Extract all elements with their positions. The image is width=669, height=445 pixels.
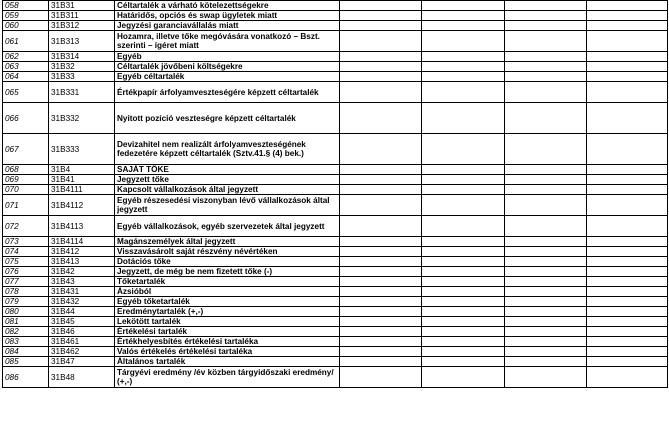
value-cell (587, 103, 668, 134)
row-description: Jegyzett tőke (115, 175, 340, 185)
value-cell (340, 103, 422, 134)
value-cell (340, 185, 422, 195)
row-description: Általános tartalék (115, 357, 340, 367)
value-cell (422, 72, 505, 82)
value-cell (587, 52, 668, 62)
row-description: Egyéb (115, 52, 340, 62)
table-row (3, 1, 668, 11)
row-description: Értékelési tartalék (115, 327, 340, 337)
value-cell (422, 267, 505, 277)
value-cell (422, 237, 505, 247)
table-row (3, 357, 668, 367)
row-number: 084 (3, 347, 49, 357)
value-cell (422, 134, 505, 165)
value-cell (505, 31, 587, 52)
row-description: Valós értékelés értékelési tartaléka (115, 347, 340, 357)
row-description: Céltartalék jövőbeni költségekre (115, 62, 340, 72)
table-row (3, 216, 668, 237)
row-number: 081 (3, 317, 49, 327)
row-number: 082 (3, 327, 49, 337)
row-number: 071 (3, 195, 49, 216)
row-description: Nyitott pozíció veszteségre képzett céltartalék (115, 103, 340, 134)
row-number: 070 (3, 185, 49, 195)
value-cell (505, 21, 587, 31)
row-code: 31B431 (49, 287, 115, 297)
value-cell (587, 247, 668, 257)
value-cell (505, 337, 587, 347)
row-code: 31B312 (49, 21, 115, 31)
value-cell (587, 317, 668, 327)
row-code: 31B4 (49, 165, 115, 175)
value-cell (340, 52, 422, 62)
value-cell (587, 257, 668, 267)
row-description: Dotációs tőke (115, 257, 340, 267)
table-row (3, 31, 668, 52)
row-number: 078 (3, 287, 49, 297)
value-cell (587, 237, 668, 247)
row-code: 31B31 (49, 1, 115, 11)
value-cell (587, 31, 668, 52)
row-number: 079 (3, 297, 49, 307)
row-code: 31B43 (49, 277, 115, 287)
value-cell (340, 175, 422, 185)
row-number: 074 (3, 247, 49, 257)
row-number: 068 (3, 165, 49, 175)
row-code: 31B413 (49, 257, 115, 267)
table-row (3, 247, 668, 257)
table-row (3, 307, 668, 317)
row-number: 062 (3, 52, 49, 62)
value-cell (587, 367, 668, 388)
value-cell (587, 185, 668, 195)
row-number: 086 (3, 367, 49, 388)
value-cell (340, 307, 422, 317)
row-code: 31B42 (49, 267, 115, 277)
value-cell (587, 165, 668, 175)
value-cell (587, 72, 668, 82)
row-number: 060 (3, 21, 49, 31)
value-cell (340, 277, 422, 287)
table-row (3, 21, 668, 31)
table-row (3, 257, 668, 267)
value-cell (587, 1, 668, 11)
value-cell (505, 247, 587, 257)
value-cell (505, 1, 587, 11)
value-cell (340, 82, 422, 103)
value-cell (505, 175, 587, 185)
value-cell (340, 317, 422, 327)
value-cell (587, 307, 668, 317)
row-code: 31B47 (49, 357, 115, 367)
value-cell (340, 21, 422, 31)
value-cell (505, 195, 587, 216)
value-cell (422, 62, 505, 72)
row-description: Jegyzési garanciavállalás miatt (115, 21, 340, 31)
value-cell (340, 216, 422, 237)
value-cell (505, 52, 587, 62)
value-cell (587, 357, 668, 367)
value-cell (505, 237, 587, 247)
table-row (3, 297, 668, 307)
table-row (3, 337, 668, 347)
row-number: 063 (3, 62, 49, 72)
value-cell (422, 1, 505, 11)
table-row (3, 237, 668, 247)
value-cell (587, 337, 668, 347)
value-cell (340, 237, 422, 247)
value-cell (587, 327, 668, 337)
table-row (3, 277, 668, 287)
row-code: 31B41 (49, 175, 115, 185)
value-cell (422, 195, 505, 216)
row-code: 31B332 (49, 103, 115, 134)
row-code: 31B48 (49, 367, 115, 388)
row-number: 072 (3, 216, 49, 237)
row-description: Egyéb tőketartalék (115, 297, 340, 307)
value-cell (505, 216, 587, 237)
value-cell (340, 11, 422, 21)
value-cell (505, 327, 587, 337)
table-row (3, 72, 668, 82)
value-cell (340, 134, 422, 165)
value-cell (340, 72, 422, 82)
value-cell (505, 357, 587, 367)
row-description: Értékpapír árfolyamveszteségére képzett céltartalék (115, 82, 340, 103)
value-cell (505, 185, 587, 195)
value-cell (422, 185, 505, 195)
value-cell (422, 327, 505, 337)
table-row (3, 267, 668, 277)
value-cell (422, 11, 505, 21)
table-row (3, 195, 668, 216)
row-code: 31B44 (49, 307, 115, 317)
row-code: 31B331 (49, 82, 115, 103)
value-cell (505, 257, 587, 267)
row-description: Egyéb részesedési viszonyban lévő vállalkozások által jegyzett (115, 195, 340, 216)
table-row (3, 52, 668, 62)
row-code: 31B311 (49, 11, 115, 21)
row-code: 31B45 (49, 317, 115, 327)
value-cell (422, 216, 505, 237)
value-cell (422, 52, 505, 62)
value-cell (422, 307, 505, 317)
row-number: 065 (3, 82, 49, 103)
value-cell (422, 175, 505, 185)
row-code: 31B462 (49, 347, 115, 357)
value-cell (587, 347, 668, 357)
value-cell (340, 62, 422, 72)
value-cell (422, 287, 505, 297)
value-cell (340, 337, 422, 347)
value-cell (422, 257, 505, 267)
table-row (3, 62, 668, 72)
balance-sheet-table (2, 0, 668, 388)
value-cell (505, 287, 587, 297)
row-code: 31B432 (49, 297, 115, 307)
value-cell (587, 267, 668, 277)
table-row (3, 317, 668, 327)
row-code: 31B314 (49, 52, 115, 62)
row-description: Tárgyévi eredmény /év közben tárgyidőszaki eredmény/ (+,-) (115, 367, 340, 388)
row-number: 083 (3, 337, 49, 347)
value-cell (422, 103, 505, 134)
value-cell (587, 21, 668, 31)
table-row (3, 367, 668, 388)
value-cell (422, 297, 505, 307)
value-cell (505, 267, 587, 277)
value-cell (505, 62, 587, 72)
row-number: 067 (3, 134, 49, 165)
value-cell (422, 357, 505, 367)
row-description: Magánszemélyek által jegyzett (115, 237, 340, 247)
row-code: 31B461 (49, 337, 115, 347)
row-code: 31B313 (49, 31, 115, 52)
row-number: 069 (3, 175, 49, 185)
row-code: 31B4113 (49, 216, 115, 237)
value-cell (340, 327, 422, 337)
row-description: Jegyzett, de még be nem fizetett tőke (-) (115, 267, 340, 277)
row-number: 058 (3, 1, 49, 11)
table-row (3, 327, 668, 337)
table-row (3, 103, 668, 134)
value-cell (587, 277, 668, 287)
row-description: Egyéb vállalkozások, egyéb szervezetek által jegyzett (115, 216, 340, 237)
value-cell (422, 277, 505, 287)
value-cell (422, 165, 505, 175)
value-cell (505, 317, 587, 327)
row-description: Céltartalék a várható kötelezettségekre (115, 1, 340, 11)
value-cell (587, 82, 668, 103)
row-number: 077 (3, 277, 49, 287)
value-cell (587, 195, 668, 216)
value-cell (587, 134, 668, 165)
value-cell (340, 357, 422, 367)
value-cell (340, 287, 422, 297)
row-number: 064 (3, 72, 49, 82)
value-cell (505, 277, 587, 287)
row-description: Visszavásárolt saját részvény névértéken (115, 247, 340, 257)
value-cell (505, 165, 587, 175)
value-cell (422, 247, 505, 257)
table-row (3, 11, 668, 21)
row-code: 31B32 (49, 62, 115, 72)
value-cell (340, 31, 422, 52)
row-description: Lekötött tartalék (115, 317, 340, 327)
table-row (3, 185, 668, 195)
value-cell (340, 367, 422, 388)
value-cell (340, 347, 422, 357)
value-cell (505, 297, 587, 307)
row-description: Tőketartalék (115, 277, 340, 287)
table-row (3, 287, 668, 297)
row-number: 061 (3, 31, 49, 52)
row-code: 31B412 (49, 247, 115, 257)
value-cell (422, 347, 505, 357)
row-code: 31B333 (49, 134, 115, 165)
row-number: 073 (3, 237, 49, 247)
table-row (3, 134, 668, 165)
value-cell (505, 347, 587, 357)
value-cell (340, 1, 422, 11)
row-description: Devizahitel nem realizált árfolyamveszteségének fedezetére képzett céltartalék (Sztv.41.§ (4) bek.) (115, 134, 340, 165)
row-number: 076 (3, 267, 49, 277)
value-cell (505, 11, 587, 21)
row-number: 059 (3, 11, 49, 21)
row-code: 31B33 (49, 72, 115, 82)
row-description: SAJÁT TŐKE (115, 165, 340, 175)
value-cell (422, 31, 505, 52)
value-cell (422, 21, 505, 31)
row-description: Eredménytartalék (+,-) (115, 307, 340, 317)
row-number: 066 (3, 103, 49, 134)
value-cell (422, 337, 505, 347)
value-cell (340, 165, 422, 175)
table-row (3, 165, 668, 175)
value-cell (587, 175, 668, 185)
value-cell (587, 216, 668, 237)
value-cell (340, 297, 422, 307)
value-cell (340, 195, 422, 216)
value-cell (587, 62, 668, 72)
value-cell (587, 287, 668, 297)
value-cell (505, 103, 587, 134)
value-cell (422, 317, 505, 327)
value-cell (587, 297, 668, 307)
row-number: 075 (3, 257, 49, 267)
row-code: 31B4111 (49, 185, 115, 195)
row-description: Ázsióból (115, 287, 340, 297)
table-row (3, 82, 668, 103)
value-cell (505, 72, 587, 82)
value-cell (422, 82, 505, 103)
row-description: Hozamra, illetve tőke megóvására vonatkozó – Bszt. szerinti – ígéret miatt (115, 31, 340, 52)
row-description: Határidős, opciós és swap ügyletek miatt (115, 11, 340, 21)
value-cell (505, 307, 587, 317)
row-code: 31B46 (49, 327, 115, 337)
row-description: Értékhelyesbítés értékelési tartaléka (115, 337, 340, 347)
value-cell (340, 267, 422, 277)
value-cell (422, 367, 505, 388)
value-cell (340, 257, 422, 267)
table-row (3, 175, 668, 185)
value-cell (505, 367, 587, 388)
row-description: Kapcsolt vállalkozások által jegyzett (115, 185, 340, 195)
value-cell (587, 11, 668, 21)
value-cell (505, 82, 587, 103)
value-cell (505, 134, 587, 165)
row-description: Egyéb céltartalék (115, 72, 340, 82)
row-code: 31B4114 (49, 237, 115, 247)
row-code: 31B4112 (49, 195, 115, 216)
value-cell (340, 247, 422, 257)
table-row (3, 347, 668, 357)
row-number: 080 (3, 307, 49, 317)
row-number: 085 (3, 357, 49, 367)
